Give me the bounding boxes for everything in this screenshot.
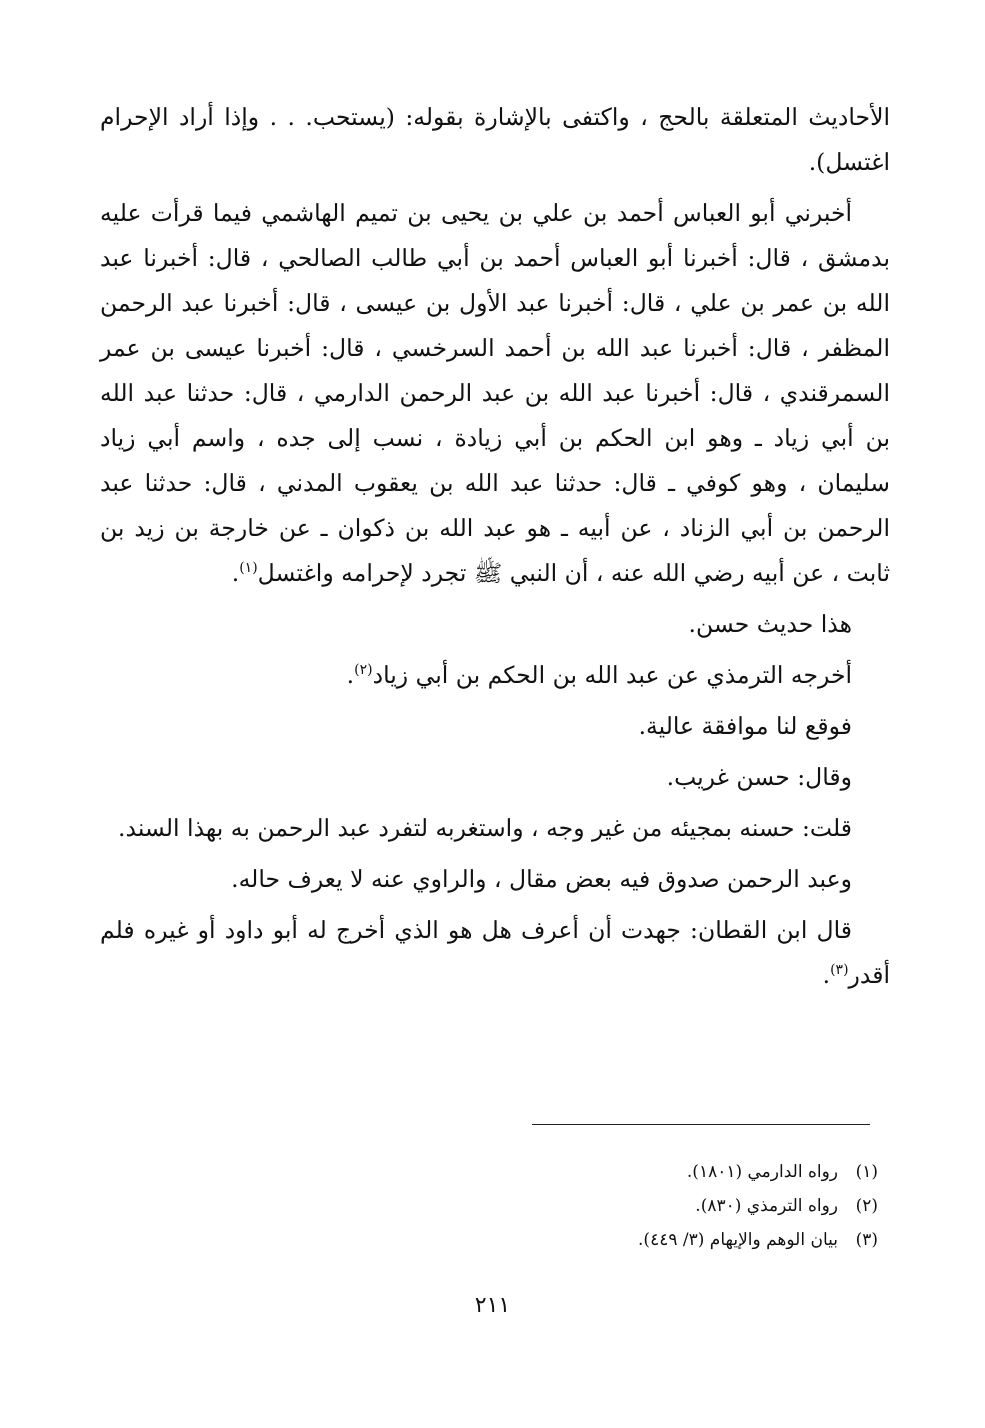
paragraph-7 (100, 806, 890, 851)
paragraph-6 (100, 755, 890, 800)
footnote-ref-3[interactable]: (٣) (830, 962, 849, 979)
period: . (822, 961, 831, 989)
paragraph-text: أخرجه الترمذي عن عبد الله بن الحكم بن أبي زياد (372, 661, 852, 689)
paragraph-text: قال ابن القطان: جهدت أن أعرف هل هو الذي أخرج له أبو داود أو غيره فلم أقدر (100, 916, 890, 989)
footnote-number: (١) (855, 1162, 878, 1182)
paragraph-text: فوقع لنا موافقة عالية. (638, 712, 852, 740)
paragraph-3 (100, 602, 890, 647)
period: . (231, 559, 240, 587)
footnote-3 (300, 1225, 890, 1255)
period: . (346, 661, 355, 689)
footnote-ref-2[interactable]: (٢) (354, 662, 373, 679)
paragraph-5 (100, 704, 890, 749)
paragraph-text: الأحاديث المتعلقة بالحج ، واكتفى بالإشارة بقوله: (يستحب. . . وإذا أراد الإحرام اغتسل). (100, 103, 890, 176)
paragraph-1 (100, 95, 890, 185)
footnote-number: (٣) (855, 1230, 878, 1250)
footnote-number: (٢) (855, 1196, 878, 1216)
paragraph-9 (100, 908, 890, 998)
footnote-text: رواه الدارمي (١٨٠١). (686, 1162, 838, 1182)
paragraph-text: قلت: حسنه بمجيئه من غير وجه ، واستغربه لتفرد عبد الرحمن به بهذا السند. (118, 814, 852, 842)
page-number: ٢١١ (474, 1293, 511, 1318)
footnotes (300, 1157, 890, 1259)
paragraph-text: وقال: حسن غريب. (666, 763, 852, 791)
footnote-text: رواه الترمذي (٨٣٠). (695, 1196, 838, 1216)
paragraph-text: هذا حديث حسن. (688, 610, 852, 638)
footnote-1 (300, 1157, 890, 1187)
footnote-separator (532, 1124, 870, 1125)
footnote-2 (300, 1191, 890, 1221)
paragraph-8 (100, 857, 890, 902)
paragraph-4 (100, 653, 890, 698)
paragraph-text: أخبرني أبو العباس أحمد بن علي بن يحيى بن تميم الهاشمي فيما قرأت عليه بدمشق ، قال: أخبرنا أبو العباس أحمد بن أبي طالب الصالحي ، قال: أخبرنا عبد الله بن عمر بن علي ، قال: أخبرنا عبد الأول بن عيسى ، قال: أخبرنا عبد الرحمن المظفر ، قال: أخبرنا عبد الله بن أحمد السرخسي ، قال: أخبرنا عيسى بن عمر السمرقندي ، قال: أخبرنا عبد الله بن عبد الرحمن الدارمي ، قال: حدثنا عبد الله بن أبي زياد ـ وهو ابن الحكم بن أبي زيادة ، نسب إلى جده ، واسم أبي زياد سليمان ، وهو كوفي ـ قال: حدثنا عبد الله بن يعقوب المدني ، قال: حدثنا عبد الرحمن بن أبي الزناد ، عن أبيه ـ هو عبد الله بن ذكوان ـ عن خارجة بن زيد بن ثابت ، عن أبيه رضي الله عنه ، أن النبي ﷺ تجرد لإحرامه واغتسل (100, 199, 890, 587)
footnote-text: بيان الوهم والإيهام (٣/ ٤٤٩). (638, 1230, 838, 1250)
paragraph-text: وعبد الرحمن صدوق فيه بعض مقال ، والراوي عنه لا يعرف حاله. (231, 865, 852, 893)
footnote-ref-1[interactable]: (١) (239, 560, 258, 577)
main-text (100, 95, 890, 1004)
paragraph-2 (100, 191, 890, 596)
